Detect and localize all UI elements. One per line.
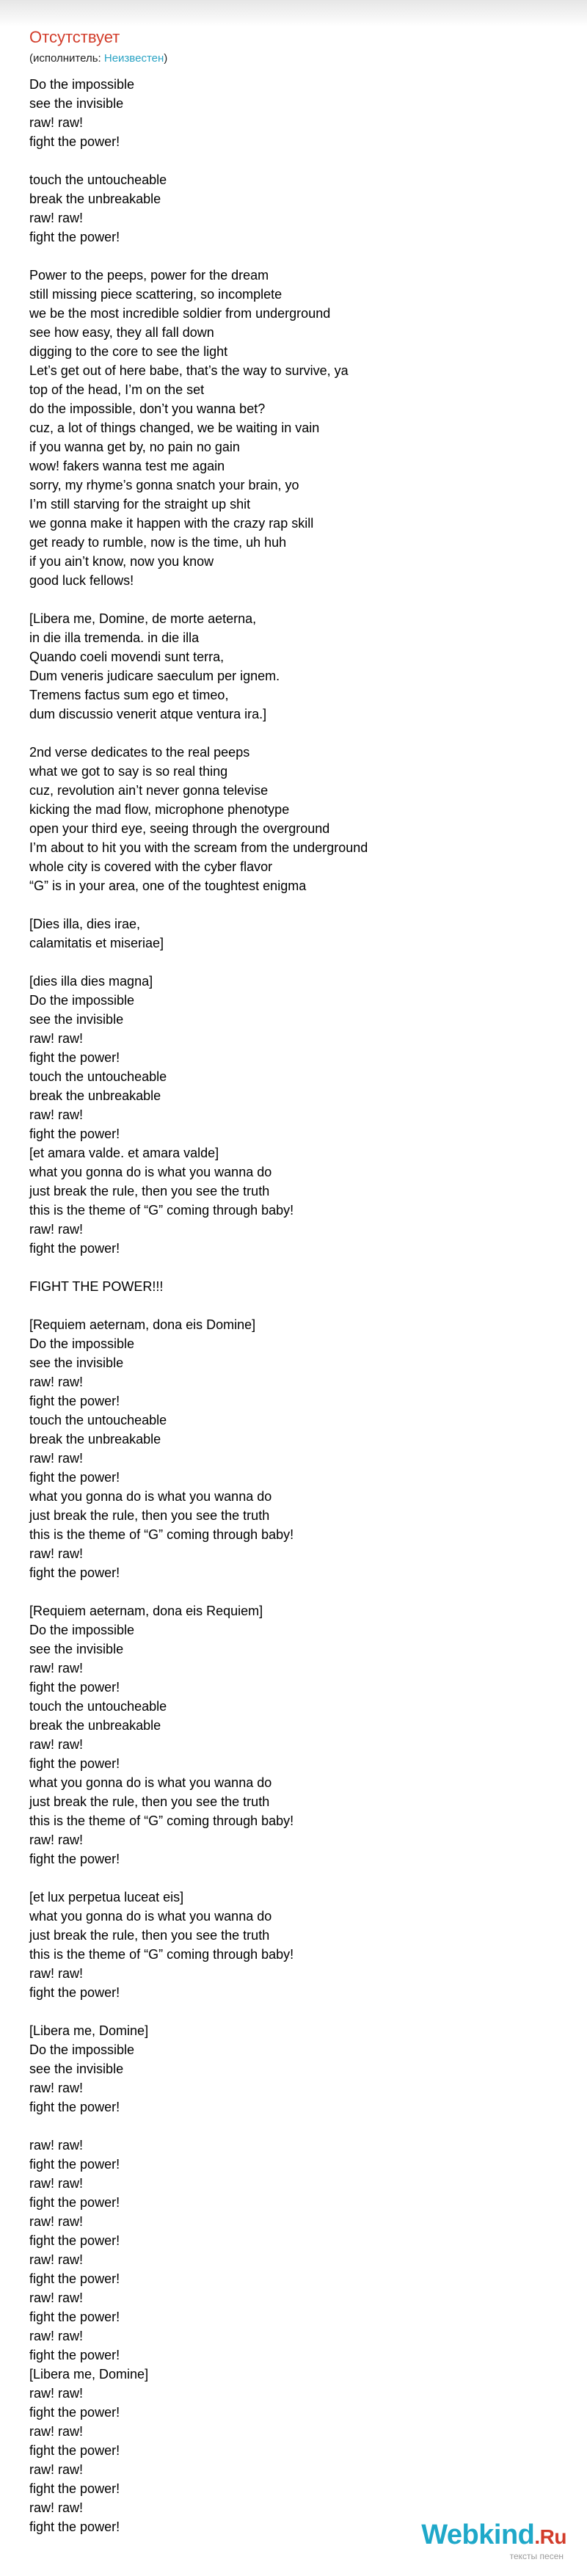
lyrics-line: break the unbreakable [29, 1432, 161, 1447]
lyrics-line: Quando coeli movendi sunt terra, [29, 650, 225, 664]
lyrics-line: Do the impossible [29, 77, 135, 92]
lyrics-line: raw! raw! [29, 2214, 84, 2229]
lyrics-line: get ready to rumble, now is the time, uh huh [29, 535, 287, 550]
lyrics-line: fight the power! [29, 2405, 120, 2420]
lyrics-line: raw! raw! [29, 2424, 84, 2439]
lyrics-line: sorry, my rhyme’s gonna snatch your brain, yo [29, 478, 299, 492]
artist-link[interactable]: Неизвестен [103, 52, 164, 65]
lyrics-blank-line [29, 1869, 558, 1888]
lyrics-line: fight the power! [29, 2519, 120, 2534]
lyrics-line: see the invisible [29, 1012, 124, 1027]
lyrics-line: raw! raw! [29, 2138, 84, 2153]
lyrics-line: raw! raw! [29, 115, 84, 130]
lyrics-blank-line [29, 151, 558, 170]
lyrics-line: dum discussio venerit atque ventura ira.] [29, 707, 267, 721]
lyrics-line: what we got to say is so real thing [29, 764, 228, 779]
lyrics-line: [Requiem aeternam, dona eis Requiem] [29, 1604, 263, 1618]
lyrics-line: fight the power! [29, 2481, 120, 2496]
lyrics-line: see the invisible [29, 1642, 124, 1656]
lyrics-line: in die illa tremenda. in die illa [29, 630, 200, 645]
lyrics-blank-line [29, 895, 558, 914]
lyrics-line: this is the theme of “G” coming through baby! [29, 1813, 294, 1828]
lyrics-line: raw! raw! [29, 2462, 84, 2477]
lyrics-line: 2nd verse dedicates to the real peeps [29, 745, 250, 760]
lyrics-line: if you wanna get by, no pain no gain [29, 440, 240, 454]
lyrics-line: fight the power! [29, 2100, 120, 2114]
lyrics-line: do the impossible, don’t you wanna bet? [29, 401, 266, 416]
lyrics-line: open your third eye, seeing through the overground [29, 821, 330, 836]
lyrics-line: [Libera me, Domine, de morte aeterna, [29, 611, 257, 626]
lyrics-line: I’m still starving for the straight up shit [29, 497, 251, 512]
lyrics-line: raw! raw! [29, 2291, 84, 2305]
lyrics-line: just break the rule, then you see the truth [29, 1928, 270, 1943]
lyrics-line: raw! raw! [29, 1222, 84, 1237]
lyrics-line: fight the power! [29, 2271, 120, 2286]
lyrics-line: calamitatis et miseriae] [29, 936, 164, 950]
lyrics-line: this is the theme of “G” coming through baby! [29, 1203, 294, 1218]
logo-subtitle: тексты песен [509, 2551, 564, 2561]
lyrics-line: cuz, a lot of things changed, we be waiting in vain [29, 421, 320, 435]
lyrics-blank-line [29, 247, 558, 266]
lyrics-line: [Libera me, Domine] [29, 2367, 149, 2382]
lyrics-line: touch the untoucheable [29, 1699, 167, 1714]
lyrics-line: [et amara valde. et amara valde] [29, 1146, 219, 1160]
lyrics-line: Dum veneris judicare saeculum per ignem. [29, 669, 280, 683]
lyrics-line: just break the rule, then you see the truth [29, 1794, 270, 1809]
lyrics-line: fight the power! [29, 1985, 120, 2000]
lyrics-line: fight the power! [29, 2195, 120, 2210]
logo-ru: .Ru [534, 2525, 566, 2548]
lyrics-line: fight the power! [29, 1470, 120, 1485]
lyrics-line: fight the power! [29, 1241, 120, 1256]
lyrics-line: break the unbreakable [29, 1718, 161, 1733]
lyrics-line: “G” is in your area, one of the toughtest enigma [29, 878, 307, 893]
lyrics-line: Do the impossible [29, 993, 135, 1008]
lyrics-line: raw! raw! [29, 1451, 84, 1466]
logo-web: Web [421, 2519, 479, 2550]
lyrics-line: [et lux perpetua luceat eis] [29, 1890, 184, 1904]
lyrics-line: fight the power! [29, 1852, 120, 1866]
lyrics-blank-line [29, 1582, 558, 1601]
lyrics-line: Do the impossible [29, 1336, 135, 1351]
lyrics-line: fight the power! [29, 2157, 120, 2172]
lyrics-line: touch the untoucheable [29, 1069, 167, 1084]
logo-wordmark [421, 2519, 566, 2553]
lyrics-line: Power to the peeps, power for the dream [29, 268, 269, 283]
lyrics-line: raw! raw! [29, 1966, 84, 1981]
lyrics-line: touch the untoucheable [29, 172, 167, 187]
lyrics-blank-line [29, 2117, 558, 2136]
lyrics-line: raw! raw! [29, 1661, 84, 1676]
lyrics-line: break the unbreakable [29, 192, 161, 206]
lyrics-line: whole city is covered with the cyber flavor [29, 859, 273, 874]
webkind-logo[interactable] [405, 2519, 566, 2563]
lyrics-line: see the invisible [29, 96, 124, 111]
lyrics-line: we be the most incredible soldier from underground [29, 306, 331, 321]
lyrics-line: this is the theme of “G” coming through baby! [29, 1527, 294, 1542]
lyrics-line: fight the power! [29, 134, 120, 149]
lyrics-line: raw! raw! [29, 211, 84, 225]
lyrics-line: wow! fakers wanna test me again [29, 459, 225, 473]
artist-suffix: ) [164, 52, 168, 65]
lyrics-line: digging to the core to see the light [29, 344, 228, 359]
lyrics-line: fight the power! [29, 1565, 120, 1580]
lyrics-line: [Requiem aeternam, dona eis Domine] [29, 1317, 256, 1332]
lyrics-line: [Libera me, Domine] [29, 2023, 149, 2038]
lyrics-line: FIGHT THE POWER!!! [29, 1279, 164, 1294]
lyrics-line: Let’s get out of here babe, that’s the way to survive, ya [29, 363, 349, 378]
lyrics-line: raw! raw! [29, 2176, 84, 2191]
lyrics-line: see the invisible [29, 1356, 124, 1370]
lyrics-line: raw! raw! [29, 1833, 84, 1847]
lyrics-line: touch the untoucheable [29, 1413, 167, 1427]
lyrics-line: what you gonna do is what you wanna do [29, 1775, 272, 1790]
lyrics-line: fight the power! [29, 1680, 120, 1695]
artist-line [29, 52, 167, 65]
lyrics-line: [dies illa dies magna] [29, 974, 153, 989]
lyrics-line: Tremens factus sum ego et timeo, [29, 688, 229, 702]
lyrics-line: raw! raw! [29, 2386, 84, 2401]
lyrics-line: cuz, revolution ain’t never gonna televise [29, 783, 269, 798]
lyrics-line: Do the impossible [29, 1623, 135, 1637]
lyrics-line: raw! raw! [29, 1375, 84, 1389]
lyrics-line: just break the rule, then you see the truth [29, 1184, 270, 1198]
lyrics-line: what you gonna do is what you wanna do [29, 1165, 272, 1179]
lyrics-blank-line [29, 724, 558, 743]
lyrics-blank-line [29, 1296, 558, 1315]
lyrics-line: kicking the mad flow, microphone phenotype [29, 802, 290, 817]
lyrics-line: top of the head, I’m on the set [29, 382, 205, 397]
lyrics-text [29, 75, 558, 2536]
lyrics-line: this is the theme of “G” coming through baby! [29, 1947, 294, 1962]
logo-kind: kind [478, 2519, 535, 2550]
lyrics-line: see the invisible [29, 2062, 124, 2076]
lyrics-line: raw! raw! [29, 2081, 84, 2095]
lyrics-line: good luck fellows! [29, 573, 134, 588]
lyrics-line: raw! raw! [29, 1737, 84, 1752]
lyrics-line: fight the power! [29, 1756, 120, 1771]
lyrics-line: fight the power! [29, 230, 120, 244]
lyrics-blank-line [29, 1258, 558, 1277]
lyrics-line: I’m about to hit you with the scream from the underground [29, 840, 368, 855]
lyrics-line: break the unbreakable [29, 1088, 161, 1103]
artist-prefix: (исполнитель: [29, 52, 104, 65]
song-title: Отсутствует [29, 28, 120, 46]
lyrics-line: fight the power! [29, 1127, 120, 1141]
lyrics-line: raw! raw! [29, 2500, 84, 2515]
lyrics-line: raw! raw! [29, 1546, 84, 1561]
lyrics-line: raw! raw! [29, 2329, 84, 2343]
lyrics-line: what you gonna do is what you wanna do [29, 1909, 272, 1924]
lyrics-line: what you gonna do is what you wanna do [29, 1489, 272, 1504]
lyrics-line: fight the power! [29, 2233, 120, 2248]
lyrics-line: Do the impossible [29, 2042, 135, 2057]
lyrics-line: just break the rule, then you see the truth [29, 1508, 270, 1523]
lyrics-line: fight the power! [29, 2348, 120, 2362]
lyrics-line: raw! raw! [29, 2252, 84, 2267]
lyrics-line: if you ain’t know, now you know [29, 554, 214, 569]
lyrics-blank-line [29, 953, 558, 972]
lyrics-blank-line [29, 590, 558, 609]
lyrics-line: raw! raw! [29, 1107, 84, 1122]
lyrics-line: still missing piece scattering, so incomplete [29, 287, 282, 302]
lyrics-line: [Dies illa, dies irae, [29, 917, 141, 931]
lyrics-blank-line [29, 2002, 558, 2021]
header-strip [0, 0, 587, 26]
lyrics-line: fight the power! [29, 2310, 120, 2324]
lyrics-line: see how easy, they all fall down [29, 325, 214, 340]
lyrics-line: fight the power! [29, 1394, 120, 1408]
lyrics-line: fight the power! [29, 1050, 120, 1065]
lyrics-line: we gonna make it happen with the crazy rap skill [29, 516, 314, 531]
lyrics-line: raw! raw! [29, 1031, 84, 1046]
lyrics-line: fight the power! [29, 2443, 120, 2458]
